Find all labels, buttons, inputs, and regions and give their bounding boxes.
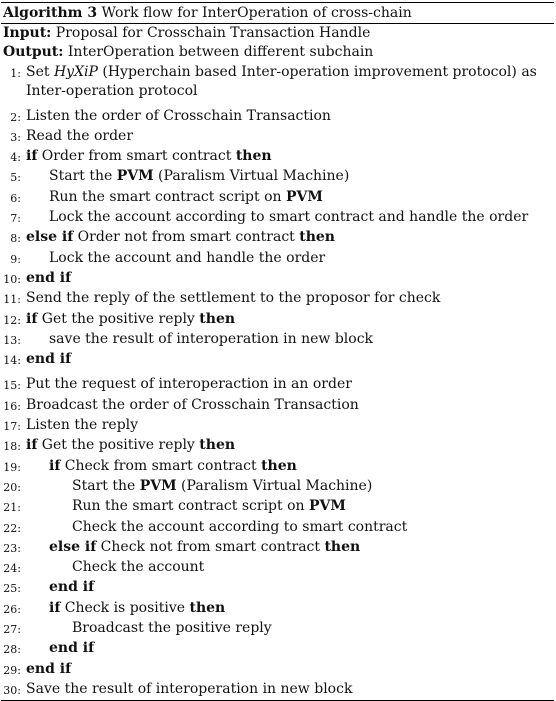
step-text xyxy=(26,228,554,248)
step-number: 1: xyxy=(10,67,21,80)
step-line xyxy=(1,436,554,456)
step-number: 23: xyxy=(3,541,21,555)
keyword: if xyxy=(26,310,38,327)
keyword: if xyxy=(49,599,61,616)
step-line xyxy=(1,107,554,127)
step-fragment: (Hyperchain based Inter-operation improvement protocol) as Inter-operation protocol xyxy=(26,64,537,100)
step-text xyxy=(26,639,554,659)
step-line xyxy=(1,639,554,659)
step-number: 12: xyxy=(3,313,21,327)
keyword: then xyxy=(189,599,226,616)
step-line xyxy=(1,497,554,517)
step-text xyxy=(26,578,554,598)
step-fragment: Order from smart contract xyxy=(37,148,236,165)
keyword: PVM xyxy=(285,188,323,205)
step-fragment: Order not from smart contract xyxy=(73,229,300,246)
step-line xyxy=(1,249,554,269)
step-number: 15: xyxy=(3,379,21,393)
step-text xyxy=(26,518,554,538)
keyword: PVM xyxy=(139,477,177,494)
step-line xyxy=(1,538,554,558)
step-text xyxy=(26,457,554,477)
step-fragment: Broadcast the order of Crosschain Transaction xyxy=(26,396,359,413)
step-text xyxy=(26,249,554,269)
step-text xyxy=(26,619,554,639)
input-label: Input: xyxy=(3,25,52,41)
step-text xyxy=(26,269,554,289)
step-fragment: Read the order xyxy=(26,127,134,144)
algorithm-block xyxy=(1,2,554,701)
step-number: 9: xyxy=(10,252,21,266)
keyword: else if xyxy=(26,229,74,246)
step-line xyxy=(1,167,554,187)
step-text xyxy=(26,375,554,395)
step-number: 4: xyxy=(10,151,21,165)
step-text xyxy=(26,436,554,456)
step-fragment: Check the account xyxy=(72,559,205,576)
step-text xyxy=(26,167,554,187)
step-line xyxy=(1,477,554,497)
step-fragment: Listen the order of Crosschain Transaction xyxy=(26,107,331,124)
algorithm-caption xyxy=(1,3,554,23)
step-line xyxy=(1,147,554,167)
algorithm-steps xyxy=(1,62,554,700)
step-line xyxy=(1,63,554,102)
step-line xyxy=(1,208,554,228)
step-line xyxy=(1,310,554,330)
step-number: 21: xyxy=(3,501,21,515)
step-text xyxy=(26,147,554,167)
step-line xyxy=(1,375,554,395)
step-text xyxy=(26,188,554,208)
keyword: then xyxy=(199,437,236,454)
step-number: 25: xyxy=(3,582,21,596)
step-fragment: Run the smart contract script on xyxy=(49,188,286,205)
keyword: then xyxy=(324,538,361,555)
step-fragment: Put the request of interoperaction in an order xyxy=(26,376,352,393)
step-number: 6: xyxy=(10,191,21,205)
output-label: Output: xyxy=(3,44,64,60)
math-symbol: HyXiP xyxy=(53,64,98,80)
keyword: end if xyxy=(26,269,72,286)
step-line xyxy=(1,188,554,208)
step-text xyxy=(26,599,554,619)
step-text xyxy=(26,396,554,416)
step-number: 5: xyxy=(10,171,21,185)
step-line xyxy=(1,416,554,436)
step-fragment: save the result of interoperation in new block xyxy=(49,330,374,347)
step-fragment: Check the account according to smart contract xyxy=(72,518,408,535)
step-fragment: Start the xyxy=(49,168,117,185)
step-number: 10: xyxy=(3,272,21,286)
step-fragment: Start the xyxy=(72,477,140,494)
step-fragment: Check not from smart contract xyxy=(96,538,325,555)
step-line xyxy=(1,558,554,578)
algorithm-label: Algorithm 3 xyxy=(3,5,98,21)
input-text: Proposal for Crosschain Transaction Handle xyxy=(55,25,371,41)
step-number: 14: xyxy=(3,354,21,368)
step-text xyxy=(26,558,554,578)
step-text xyxy=(26,350,554,370)
step-number: 2: xyxy=(10,110,21,124)
step-fragment: Broadcast the positive reply xyxy=(72,620,272,637)
step-number: 18: xyxy=(3,440,21,454)
step-line xyxy=(1,680,554,700)
step-fragment: Send the reply of the settlement to the proposor for check xyxy=(26,290,441,307)
input-line xyxy=(1,24,554,43)
keyword: end if xyxy=(49,579,95,596)
step-text xyxy=(26,416,554,436)
step-fragment: Save the result of interoperation in new block xyxy=(26,680,353,697)
step-text xyxy=(26,477,554,497)
keyword: if xyxy=(26,148,38,165)
step-text xyxy=(26,107,554,127)
step-text xyxy=(26,63,554,102)
step-text xyxy=(26,127,554,147)
step-number: 19: xyxy=(3,460,21,474)
step-number: 11: xyxy=(3,293,21,307)
step-number: 27: xyxy=(3,623,21,637)
step-fragment: Get the positive reply xyxy=(37,310,200,327)
step-number: 30: xyxy=(3,683,21,697)
step-fragment: (Paralism Virtual Machine) xyxy=(176,477,373,494)
step-number: 26: xyxy=(3,602,21,616)
step-number: 20: xyxy=(3,480,21,494)
step-number: 7: xyxy=(10,212,21,226)
step-text xyxy=(26,660,554,680)
keyword: PVM xyxy=(308,498,346,515)
step-line xyxy=(1,127,554,147)
step-fragment: Lock the account according to smart contract and handle the order xyxy=(49,209,529,226)
step-line xyxy=(1,330,554,350)
keyword: PVM xyxy=(116,168,154,185)
step-text xyxy=(26,208,554,228)
keyword: then xyxy=(235,148,272,165)
output-text: InterOperation between different subchain xyxy=(67,44,374,60)
step-number: 16: xyxy=(3,399,21,413)
step-fragment: Set xyxy=(26,64,54,80)
step-number: 28: xyxy=(3,643,21,657)
step-text xyxy=(26,538,554,558)
keyword: else if xyxy=(49,538,97,555)
algorithm-title: Work flow for InterOperation of cross-chain xyxy=(101,5,412,21)
step-fragment: Lock the account and handle the order xyxy=(49,249,326,266)
step-text xyxy=(26,289,554,309)
keyword: then xyxy=(299,229,335,246)
step-line xyxy=(1,599,554,619)
step-number: 3: xyxy=(10,130,21,144)
step-line xyxy=(1,619,554,639)
keyword: end if xyxy=(49,640,95,657)
step-line xyxy=(1,289,554,309)
step-fragment: Check is positive xyxy=(60,599,190,616)
step-text xyxy=(26,497,554,517)
keyword: if xyxy=(26,437,38,454)
step-text xyxy=(26,680,554,700)
step-line xyxy=(1,350,554,370)
keyword: then xyxy=(261,457,297,474)
step-number: 29: xyxy=(3,663,21,677)
step-fragment: Run the smart contract script on xyxy=(72,498,309,515)
keyword: end if xyxy=(26,660,72,677)
output-line xyxy=(1,43,554,62)
step-line xyxy=(1,578,554,598)
step-fragment: (Paralism Virtual Machine) xyxy=(153,168,350,185)
step-text xyxy=(26,310,554,330)
step-text xyxy=(26,330,554,350)
step-number: 24: xyxy=(3,562,21,576)
step-line xyxy=(1,269,554,289)
step-line xyxy=(1,396,554,416)
step-line xyxy=(1,660,554,680)
step-line xyxy=(1,518,554,538)
keyword: if xyxy=(49,457,61,474)
step-fragment: Check from smart contract xyxy=(60,457,262,474)
step-number: 17: xyxy=(3,420,21,434)
step-number: 22: xyxy=(3,521,21,535)
step-number: 8: xyxy=(10,232,21,246)
step-number: 13: xyxy=(3,333,21,347)
step-fragment: Get the positive reply xyxy=(37,437,200,454)
step-line xyxy=(1,457,554,477)
keyword: end if xyxy=(26,351,72,368)
keyword: then xyxy=(199,310,236,327)
step-fragment: Listen the reply xyxy=(26,417,139,434)
step-line xyxy=(1,228,554,248)
